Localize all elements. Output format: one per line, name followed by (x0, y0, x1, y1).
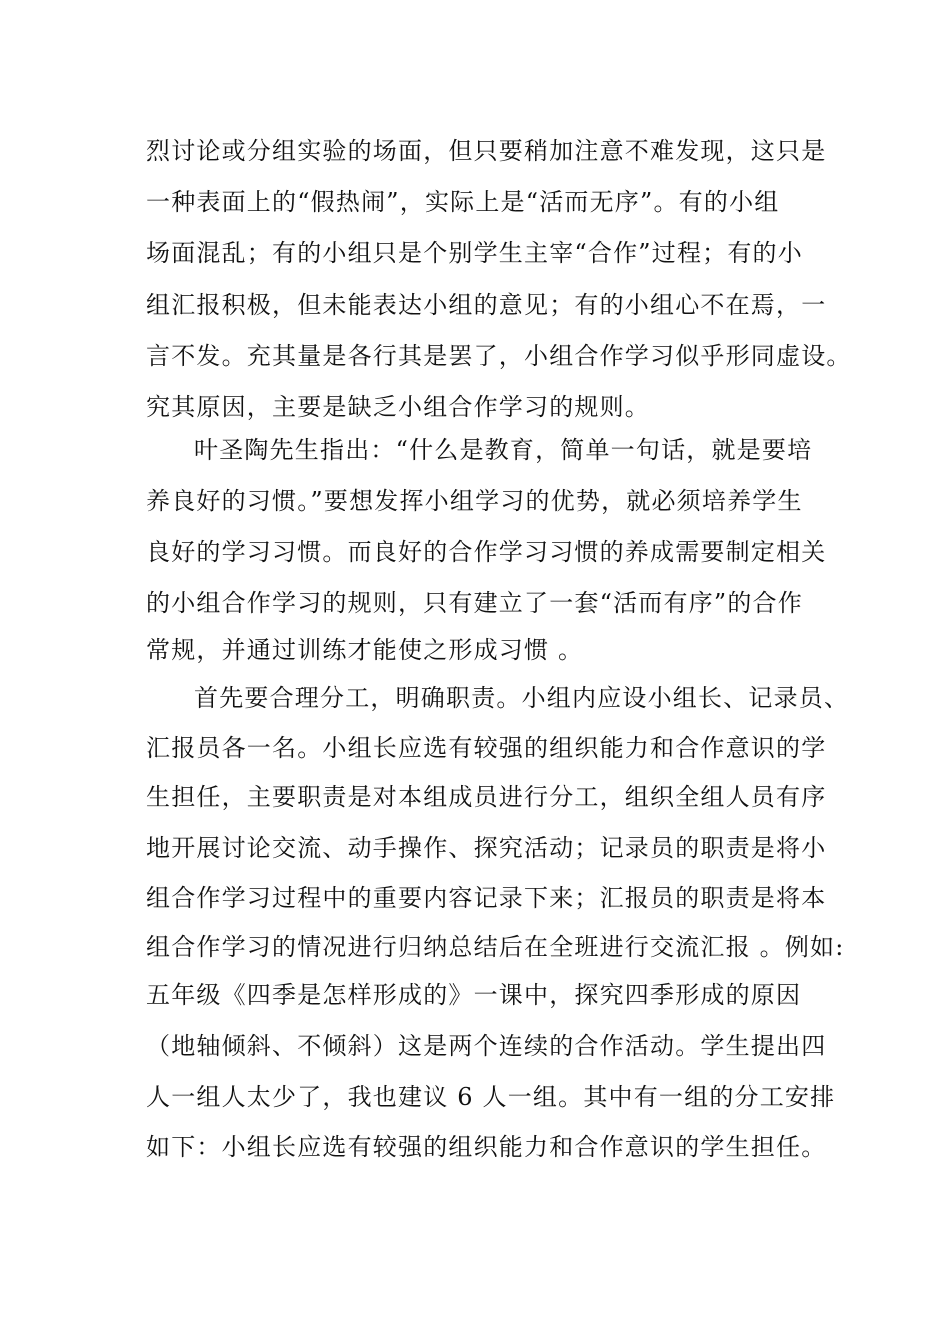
text-line: （地轴倾斜、不倾斜）这是两个连续的合作活动。学生提出四 (146, 1032, 827, 1060)
paragraph-first-line: 叶圣陶先生指出：“什么是教育，简单一句话，就是要培 (194, 436, 813, 464)
text-line: 人一组人太少了，我也建议 6 人一组。其中有一组的分工安排 (146, 1083, 836, 1111)
text-line: 的小组合作学习的规则，只有建立了一套“活而有序”的合作 (146, 589, 803, 617)
text-line: 一种表面上的“假热闹”，实际上是“活而无序”。有的小组 (146, 188, 780, 216)
text-line: 养良好的习惯。”要想发挥小组学习的优势，就必须培养学生 (146, 487, 803, 515)
text-line: 组合作学习过程中的重要内容记录下来；汇报员的职责是将本 (146, 884, 827, 912)
text-line: 常规，并通过训练才能使之形成习惯 。 (146, 636, 584, 664)
paragraph-first-line: 首先要合理分工，明确职责。小组内应设小组长、记录员、 (194, 684, 850, 712)
text-line: 组汇报积极，但未能表达小组的意见；有的小组心不在焉，一 (146, 291, 827, 319)
text-line: 场面混乱；有的小组只是个别学生主宰“合作”过程；有的小 (146, 239, 803, 267)
text-line: 组合作学习的情况进行归纳总结后在全班进行交流汇报 。例如: (146, 933, 845, 961)
text-line: 究其原因，主要是缺乏小组合作学习的规则。 (146, 393, 650, 421)
text-line: 良好的学习习惯。而良好的合作学习习惯的养成需要制定相关 (146, 538, 827, 566)
text-line: 生担任，主要职责是对本组成员进行分工，组织全组人员有序 (146, 783, 827, 811)
text-line: 如下：小组长应选有较强的组织能力和合作意识的学生担任。 (146, 1133, 827, 1161)
text-line: 五年级《四季是怎样形成的》一课中，探究四季形成的原因 (146, 981, 802, 1009)
text-line: 汇报员各一名。小组长应选有较强的组织能力和合作意识的学 (146, 734, 827, 762)
text-line: 烈讨论或分组实验的场面，但只要稍加注意不难发现，这只是 (146, 137, 827, 165)
text-line: 言不发。充其量是各行其是罢了，小组合作学习似乎形同虚设。 (146, 342, 852, 370)
text-line: 地开展讨论交流、动手操作、探究活动；记录员的职责是将小 (146, 834, 827, 862)
